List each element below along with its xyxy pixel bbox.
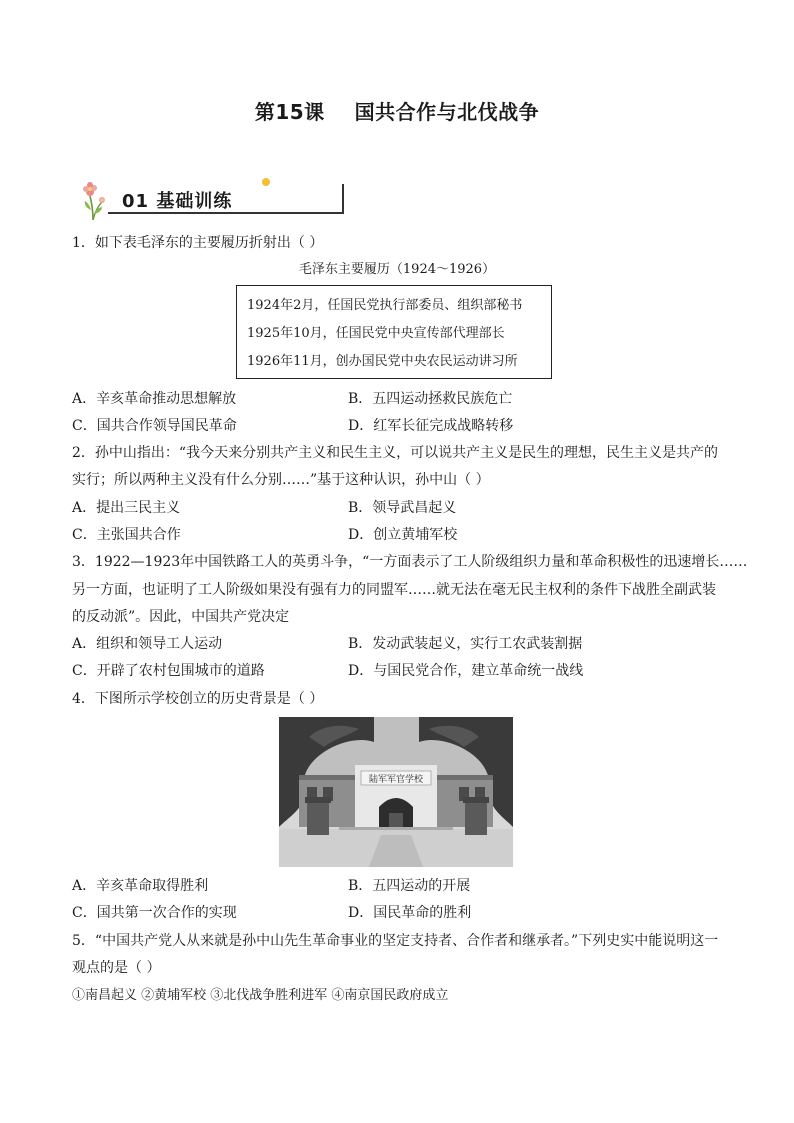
q1-option-c[interactable]: C．国共合作领导国民革命 [72,418,237,434]
q5-stem-line2: 观点的是（ ） [72,960,161,976]
q1-table-title: 毛泽东主要履历（1924～1926） [298,262,496,277]
q3-option-c[interactable]: C．开辟了农村包围城市的道路 [72,663,265,679]
q1-table-row: 1925年10月，任国民党中央宣传部代理部长 [247,326,505,341]
q1-option-b[interactable]: B．五四运动拯救民族危亡 [348,391,513,407]
q2-option-d[interactable]: D．创立黄埔军校 [348,527,458,543]
q4-option-c[interactable]: C．国共第一次合作的实现 [72,905,237,921]
q2-option-c[interactable]: C．主张国共合作 [72,527,181,543]
section-label: 01 基础训练 [122,191,233,212]
q3-stem-line1: 3．1922—1923年中国铁路工人的英勇斗争，“一方面表示了工人阶级组织力量和革命积极性的迅速增长…… [72,554,748,570]
q3-option-d[interactable]: D．与国民党合作，建立革命统一战线 [348,663,584,679]
q1-stem: 1．如下表毛泽东的主要履历折射出（ ） [72,235,324,251]
q2-option-b[interactable]: B．领导武昌起义 [348,500,457,516]
whampoa-academy-photo [279,717,513,867]
q2-stem-line2: 实行；所以两种主义没有什么分别……”基于这种认识，孙中山（ ） [72,472,490,488]
q5-items: ①南昌起义 ②黄埔军校 ③北伐战争胜利进军 ④南京国民政府成立 [72,988,449,1003]
lesson-number: 第15课 [254,100,325,124]
q4-option-d[interactable]: D．国民革命的胜利 [348,905,472,921]
q1-table-row: 1926年11月，创办国民党中央农民运动讲习所 [247,354,518,369]
flower-icon [78,180,108,222]
q4-stem: 4．下图所示学校创立的历史背景是（ ） [72,691,324,707]
q4-option-b[interactable]: B．五四运动的开展 [348,878,471,894]
q5-stem-line1: 5．“中国共产党人从来就是孙中山先生革命事业的坚定支持者、合作者和继承者。”下列史实中能说明这一 [72,933,719,949]
q1-option-a[interactable]: A．辛亥革命推动思想解放 [72,391,237,407]
q3-stem-line3: 的反动派”。因此，中国共产党决定 [72,609,290,625]
lesson-topic: 国共合作与北伐战争 [354,100,540,124]
q4-option-a[interactable]: A．辛亥革命取得胜利 [72,878,209,894]
q1-table [236,285,552,379]
q2-stem-line1: 2．孙中山指出：“我今天来分别共产主义和民生主义，可以说共产主义是民生的理想，民生主义是共产的 [72,445,719,461]
q1-table-row: 1924年2月，任国民党执行部委员、组织部秘书 [247,298,523,313]
q1-option-d[interactable]: D．红军长征完成战略转移 [348,418,514,434]
lesson-title [0,96,794,125]
decorative-dot [262,178,270,186]
q3-option-a[interactable]: A．组织和领导工人运动 [72,636,223,652]
q3-stem-line2: 另一方面，也证明了工人阶级如果没有强有力的同盟军……就无法在毫无民主权利的条件下战胜全副武装 [72,582,716,598]
section-header [78,178,278,222]
q3-option-b[interactable]: B．发动武装起义，实行工农武装割据 [348,636,583,652]
photo-sign-text: 陆军军官学校 [368,775,424,785]
q2-option-a[interactable]: A．提出三民主义 [72,500,181,516]
